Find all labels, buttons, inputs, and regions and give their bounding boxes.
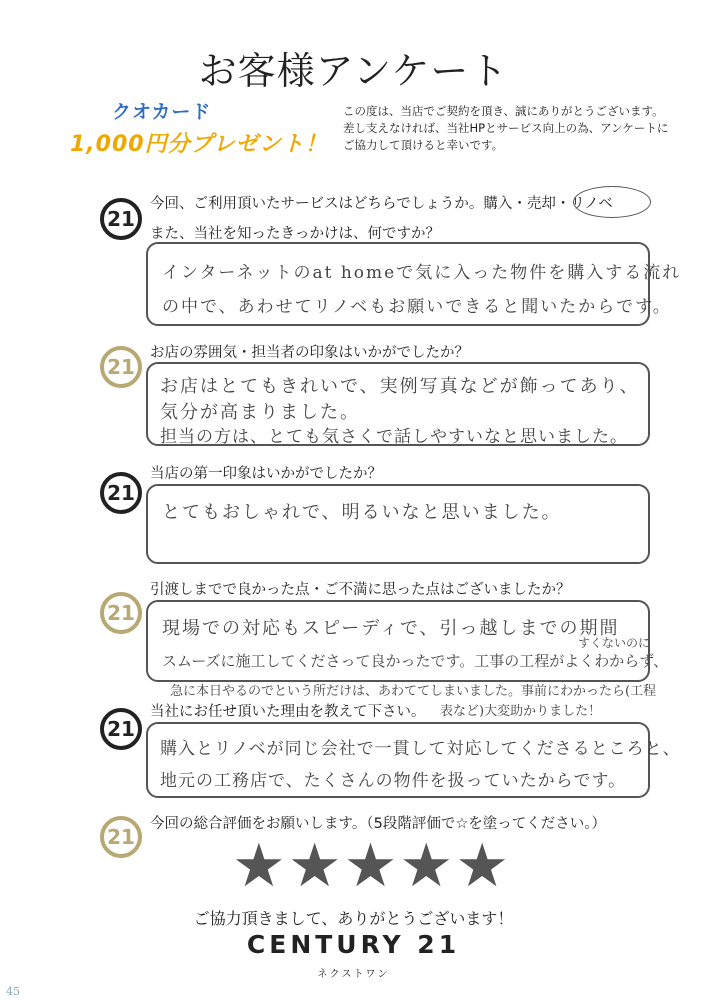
q4-answer-line2: スムーズに施工してくださって良かったです。工事の工程がよくわからず、	[162, 652, 669, 670]
q4-answer-box	[146, 600, 669, 682]
star-icon[interactable]: ★	[343, 831, 398, 901]
q5-question: 当社にお任せ頂いた理由を教えて下さい。	[150, 704, 426, 720]
q3-question: 当店の第一印象はいかがでしたか？	[150, 466, 382, 482]
page-title: お客様アンケート	[198, 49, 509, 93]
century21-logo-icon: 21	[100, 816, 142, 858]
q1-answer-line2: の中で、あわせてリノベもお願いできると聞いたからです。	[162, 297, 672, 317]
rating-stars	[232, 831, 509, 901]
star-icon[interactable]: ★	[287, 831, 342, 901]
q1-answer-line1: インターネットのat homeで気に入った物件を購入する流れ	[162, 263, 682, 283]
brand-subtitle: ネクストワン	[317, 969, 390, 980]
q1-question-line2: また、当社を知ったきっかけは、何ですか？	[150, 226, 440, 242]
century21-logo-icon: 21	[100, 346, 142, 388]
century21-logo-icon: 21	[100, 198, 142, 240]
brand-logo: CENTURY 21	[246, 930, 461, 959]
page-number: 45	[6, 985, 20, 998]
q3-answer-box	[146, 484, 650, 564]
star-icon[interactable]: ★	[399, 831, 454, 901]
q6-question: 今回の総合評価をお願いします。（5段階評価で☆を塗ってください。）	[150, 816, 607, 832]
thanks-message: ご協力頂きまして、ありがとうございます！	[193, 909, 514, 928]
q1-question-line1: 今回、ご利用頂いたサービスはどちらでしょうか。購入・売却・リノベ	[150, 196, 613, 212]
promo-quocard: クオカード	[112, 101, 212, 123]
intro-line: 差し支えなければ、当社HPとサービス向上の為、アンケートに	[343, 121, 669, 135]
q5-answer-box	[146, 722, 681, 798]
q4-answer-note: すくないのに	[578, 636, 651, 650]
star-icon[interactable]: ★	[455, 831, 509, 901]
intro-line: ご協力して頂けると幸いです。	[343, 138, 504, 152]
q2-answer-line1: お店はとてもきれいで、実例写真などが飾ってあり、	[160, 376, 640, 397]
century21-logo-icon: 21	[100, 592, 142, 634]
promo-amount: 1,000円分プレゼント！	[70, 132, 328, 157]
century21-logo-icon: 21	[100, 472, 142, 514]
q1-answer-box	[146, 242, 682, 326]
selected-option-circle	[573, 186, 651, 218]
q2-answer-line3: 担当の方は、とても気さくで話しやすいなと思いました。	[160, 427, 628, 447]
q4-answer-line4: 表など)大変助かりました！	[440, 704, 602, 719]
intro-text	[343, 103, 673, 154]
q5-answer-line1: 購入とリノベが同じ会社で一貫して対応してくださるところと、	[160, 739, 681, 759]
q2-question: お店の雰囲気・担当者の印象はいかがでしたか？	[150, 345, 469, 361]
q4-question: 引渡しまでで良かった点・ご不満に思った点はございましたか？	[150, 582, 571, 598]
q3-answer-line1: とてもおしゃれで、明るいなと思いました。	[162, 502, 562, 523]
star-icon[interactable]: ★	[232, 831, 286, 901]
q2-answer-line2: 気分が高まりました。	[160, 402, 360, 423]
q4-answer-line1: 現場での対応もスピーディで、引っ越しまでの期間	[162, 618, 620, 639]
q2-answer-box	[146, 362, 650, 446]
century21-logo-icon: 21	[100, 708, 142, 750]
q4-answer-line3: 急に本日やるのでという所だけは、あわててしまいました。事前にわかったら(工程	[170, 684, 657, 699]
intro-line: この度は、当店でご契約を頂き、誠にありがとうございます。	[343, 104, 664, 118]
q5-answer-line2: 地元の工務店で、たくさんの物件を扱っていたからです。	[160, 771, 627, 791]
